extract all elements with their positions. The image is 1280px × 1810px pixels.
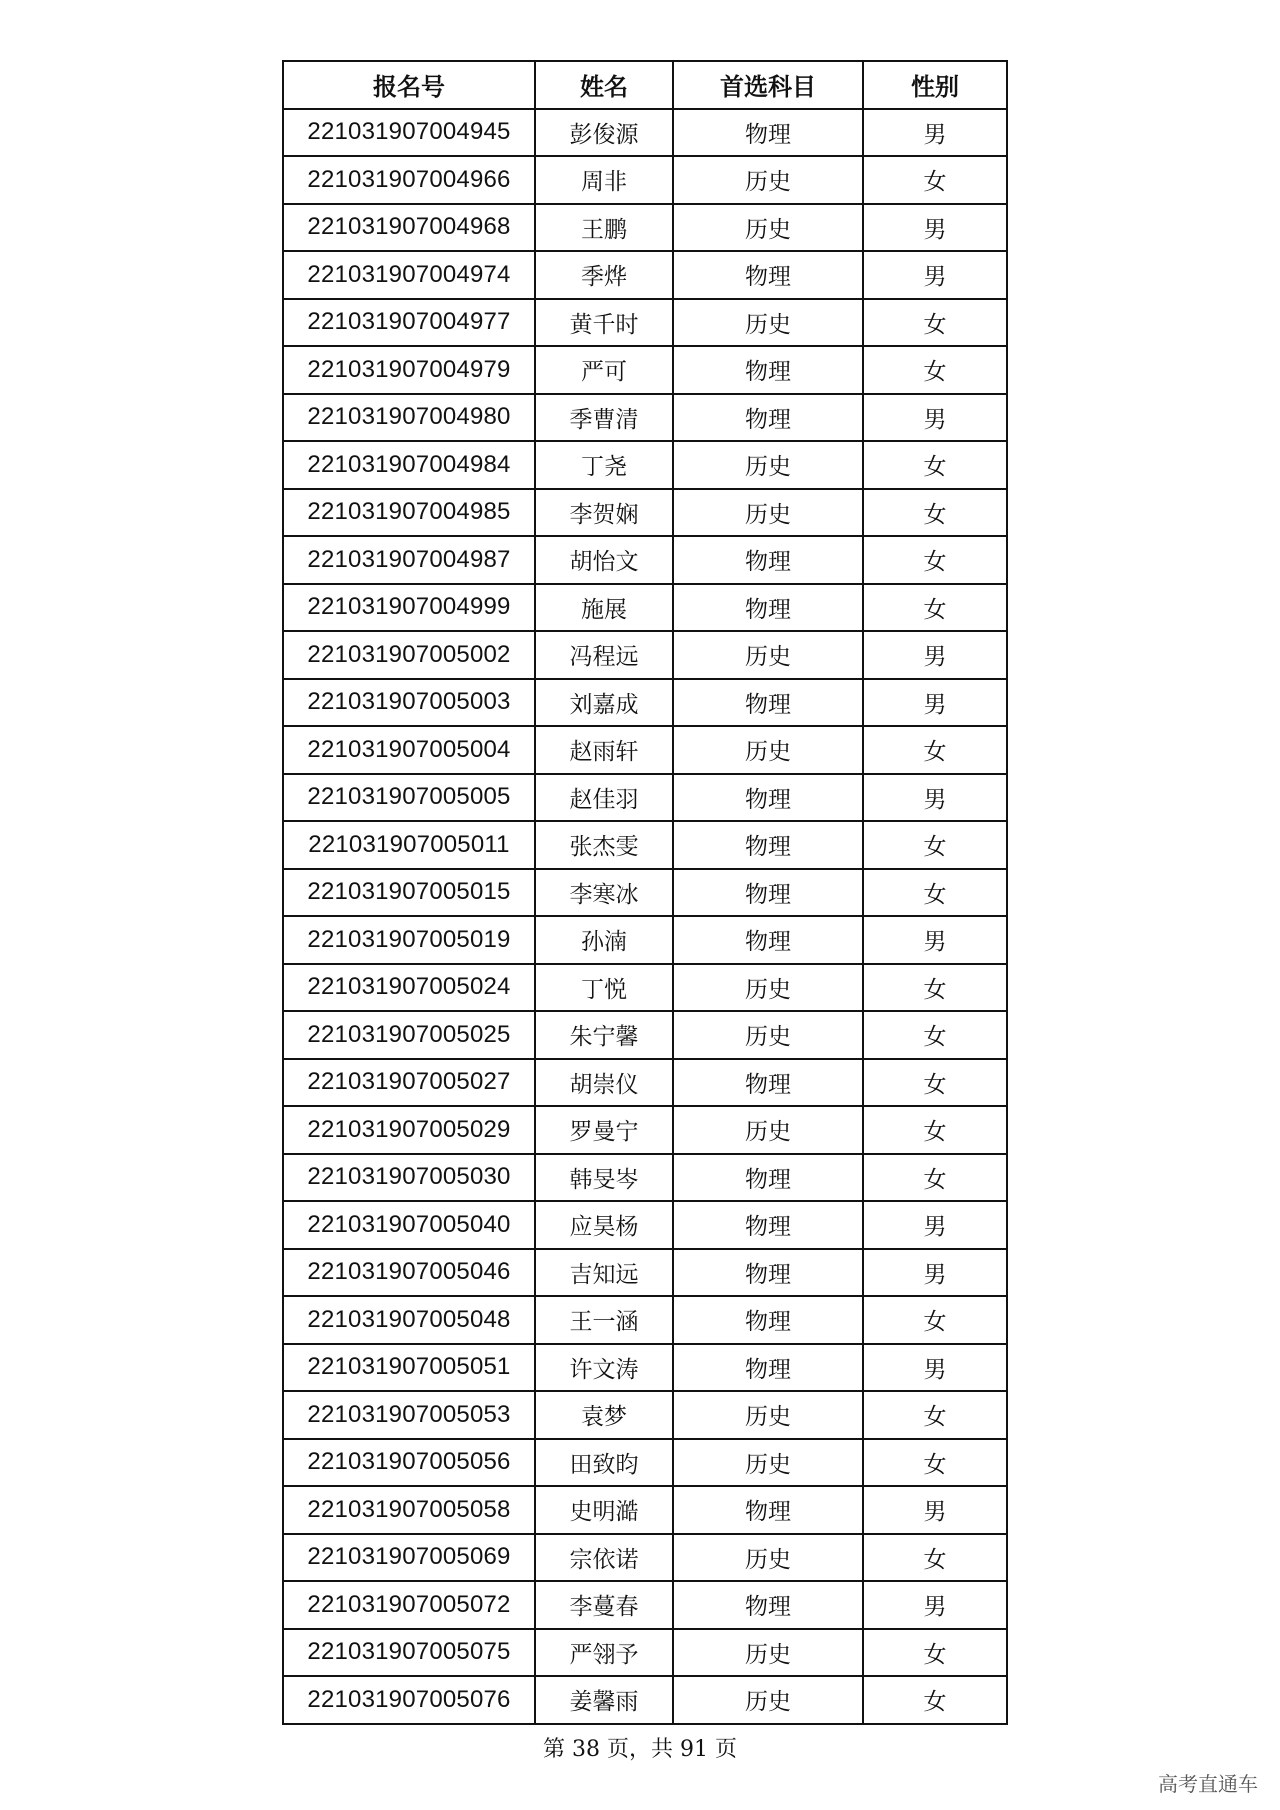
primary-subject-cell: 历史 (673, 1011, 863, 1059)
name-cell: 施展 (535, 584, 673, 632)
gender-cell: 女 (863, 1154, 1007, 1202)
name-cell: 张杰雯 (535, 821, 673, 869)
table-row (283, 821, 1007, 869)
registration-number-cell: 221031907004985 (283, 489, 535, 537)
gender-cell: 男 (863, 1581, 1007, 1629)
registration-number-cell: 221031907005030 (283, 1154, 535, 1202)
name-cell: 季烨 (535, 251, 673, 299)
name-cell: 彭俊源 (535, 109, 673, 157)
registration-number-cell: 221031907005051 (283, 1344, 535, 1392)
table-row (283, 679, 1007, 727)
table-row (283, 1344, 1007, 1392)
table-row (283, 251, 1007, 299)
name-cell: 史明澔 (535, 1486, 673, 1534)
registration-number-cell: 221031907004999 (283, 584, 535, 632)
primary-subject-cell: 历史 (673, 441, 863, 489)
table-row (283, 1249, 1007, 1297)
table-row (283, 1296, 1007, 1344)
table-row (283, 489, 1007, 537)
gender-cell: 女 (863, 1059, 1007, 1107)
registration-number-cell: 221031907005046 (283, 1249, 535, 1297)
gender-cell: 女 (863, 489, 1007, 537)
gender-cell: 女 (863, 156, 1007, 204)
primary-subject-cell: 物理 (673, 821, 863, 869)
name-cell: 袁梦 (535, 1391, 673, 1439)
gender-cell: 男 (863, 774, 1007, 822)
name-cell: 赵佳羽 (535, 774, 673, 822)
name-cell: 季曹清 (535, 394, 673, 442)
gender-cell: 女 (863, 1391, 1007, 1439)
primary-subject-cell: 物理 (673, 1154, 863, 1202)
gender-cell: 女 (863, 1011, 1007, 1059)
name-cell: 周非 (535, 156, 673, 204)
registration-number-cell: 221031907005056 (283, 1439, 535, 1487)
registration-number-cell: 221031907004980 (283, 394, 535, 442)
name-cell: 韩旻岑 (535, 1154, 673, 1202)
table-row (283, 441, 1007, 489)
primary-subject-cell: 物理 (673, 1486, 863, 1534)
name-cell: 田致昀 (535, 1439, 673, 1487)
primary-subject-cell: 物理 (673, 774, 863, 822)
registration-number-cell: 221031907004966 (283, 156, 535, 204)
primary-subject-cell: 历史 (673, 1439, 863, 1487)
name-cell: 王鹏 (535, 204, 673, 252)
registration-number-cell: 221031907004974 (283, 251, 535, 299)
header-primary-subject: 首选科目 (673, 61, 863, 109)
gender-cell: 女 (863, 1439, 1007, 1487)
name-cell: 胡怡文 (535, 536, 673, 584)
name-cell: 宗依诺 (535, 1534, 673, 1582)
name-cell: 胡崇仪 (535, 1059, 673, 1107)
primary-subject-cell: 历史 (673, 204, 863, 252)
name-cell: 严翎予 (535, 1629, 673, 1677)
gender-cell: 女 (863, 536, 1007, 584)
table-row (283, 1439, 1007, 1487)
table-row (283, 869, 1007, 917)
table-row (283, 584, 1007, 632)
primary-subject-cell: 物理 (673, 536, 863, 584)
registration-number-cell: 221031907004968 (283, 204, 535, 252)
registration-number-cell: 221031907005011 (283, 821, 535, 869)
name-cell: 李蔓春 (535, 1581, 673, 1629)
gender-cell: 女 (863, 1629, 1007, 1677)
registration-number-cell: 221031907005072 (283, 1581, 535, 1629)
gender-cell: 男 (863, 109, 1007, 157)
primary-subject-cell: 物理 (673, 679, 863, 727)
name-cell: 朱宁馨 (535, 1011, 673, 1059)
name-cell: 严可 (535, 346, 673, 394)
name-cell: 赵雨轩 (535, 726, 673, 774)
table-row (283, 631, 1007, 679)
name-cell: 孙湳 (535, 916, 673, 964)
table-row (283, 1011, 1007, 1059)
name-cell: 李寒冰 (535, 869, 673, 917)
registration-number-cell: 221031907005053 (283, 1391, 535, 1439)
registration-number-cell: 221031907005075 (283, 1629, 535, 1677)
registration-number-cell: 221031907004987 (283, 536, 535, 584)
primary-subject-cell: 历史 (673, 964, 863, 1012)
gender-cell: 男 (863, 204, 1007, 252)
gender-cell: 女 (863, 584, 1007, 632)
table-row (283, 204, 1007, 252)
name-cell: 罗曼宁 (535, 1106, 673, 1154)
table-row (283, 1106, 1007, 1154)
gender-cell: 男 (863, 679, 1007, 727)
name-cell: 冯程远 (535, 631, 673, 679)
table-row (283, 536, 1007, 584)
name-cell: 许文涛 (535, 1344, 673, 1392)
primary-subject-cell: 物理 (673, 916, 863, 964)
registration-number-cell: 221031907005069 (283, 1534, 535, 1582)
primary-subject-cell: 物理 (673, 1344, 863, 1392)
table-row (283, 1154, 1007, 1202)
gender-cell: 女 (863, 869, 1007, 917)
primary-subject-cell: 历史 (673, 1534, 863, 1582)
primary-subject-cell: 历史 (673, 1629, 863, 1677)
gender-cell: 女 (863, 299, 1007, 347)
gender-cell: 女 (863, 1106, 1007, 1154)
registration-number-cell: 221031907005004 (283, 726, 535, 774)
registration-number-cell: 221031907004977 (283, 299, 535, 347)
registration-number-cell: 221031907005019 (283, 916, 535, 964)
gender-cell: 男 (863, 251, 1007, 299)
name-cell: 姜馨雨 (535, 1676, 673, 1724)
primary-subject-cell: 物理 (673, 1249, 863, 1297)
name-cell: 王一涵 (535, 1296, 673, 1344)
primary-subject-cell: 物理 (673, 1581, 863, 1629)
table-row (283, 774, 1007, 822)
gender-cell: 男 (863, 631, 1007, 679)
registration-number-cell: 221031907005029 (283, 1106, 535, 1154)
registration-number-cell: 221031907005040 (283, 1201, 535, 1249)
primary-subject-cell: 历史 (673, 726, 863, 774)
primary-subject-cell: 历史 (673, 1391, 863, 1439)
gender-cell: 男 (863, 1249, 1007, 1297)
primary-subject-cell: 物理 (673, 1059, 863, 1107)
table-row (283, 1534, 1007, 1582)
primary-subject-cell: 历史 (673, 299, 863, 347)
name-cell: 丁尧 (535, 441, 673, 489)
gender-cell: 男 (863, 1486, 1007, 1534)
name-cell: 应昊杨 (535, 1201, 673, 1249)
primary-subject-cell: 物理 (673, 869, 863, 917)
gender-cell: 男 (863, 916, 1007, 964)
primary-subject-cell: 历史 (673, 489, 863, 537)
primary-subject-cell: 历史 (673, 1676, 863, 1724)
primary-subject-cell: 物理 (673, 109, 863, 157)
gender-cell: 女 (863, 964, 1007, 1012)
gender-cell: 女 (863, 441, 1007, 489)
gender-cell: 女 (863, 726, 1007, 774)
primary-subject-cell: 历史 (673, 156, 863, 204)
primary-subject-cell: 物理 (673, 346, 863, 394)
table-row (283, 1676, 1007, 1724)
table-header-row (283, 61, 1007, 109)
gender-cell: 女 (863, 1676, 1007, 1724)
primary-subject-cell: 物理 (673, 584, 863, 632)
header-registration-number: 报名号 (283, 61, 535, 109)
table-row (283, 394, 1007, 442)
table-row (283, 1581, 1007, 1629)
gender-cell: 女 (863, 346, 1007, 394)
registration-number-cell: 221031907004945 (283, 109, 535, 157)
student-list-table (282, 60, 1008, 1725)
table-row (283, 299, 1007, 347)
registration-number-cell: 221031907005058 (283, 1486, 535, 1534)
registration-number-cell: 221031907005025 (283, 1011, 535, 1059)
name-cell: 李贺娴 (535, 489, 673, 537)
header-name: 姓名 (535, 61, 673, 109)
gender-cell: 女 (863, 821, 1007, 869)
registration-number-cell: 221031907005002 (283, 631, 535, 679)
registration-number-cell: 221031907005015 (283, 869, 535, 917)
table-row (283, 1391, 1007, 1439)
registration-number-cell: 221031907004979 (283, 346, 535, 394)
name-cell: 吉知远 (535, 1249, 673, 1297)
gender-cell: 女 (863, 1534, 1007, 1582)
table-row (283, 109, 1007, 157)
table-row (283, 726, 1007, 774)
primary-subject-cell: 历史 (673, 1106, 863, 1154)
name-cell: 黄千时 (535, 299, 673, 347)
table-row (283, 1486, 1007, 1534)
table-row (283, 1629, 1007, 1677)
primary-subject-cell: 物理 (673, 1201, 863, 1249)
registration-number-cell: 221031907005005 (283, 774, 535, 822)
registration-number-cell: 221031907005003 (283, 679, 535, 727)
watermark: 高考直通车 (1158, 1772, 1258, 1796)
registration-number-cell: 221031907005048 (283, 1296, 535, 1344)
primary-subject-cell: 物理 (673, 251, 863, 299)
gender-cell: 男 (863, 394, 1007, 442)
table-row (283, 916, 1007, 964)
table-row (283, 156, 1007, 204)
primary-subject-cell: 物理 (673, 1296, 863, 1344)
gender-cell: 女 (863, 1296, 1007, 1344)
name-cell: 丁悦 (535, 964, 673, 1012)
registration-number-cell: 221031907004984 (283, 441, 535, 489)
primary-subject-cell: 物理 (673, 394, 863, 442)
table-row (283, 964, 1007, 1012)
registration-number-cell: 221031907005076 (283, 1676, 535, 1724)
gender-cell: 男 (863, 1344, 1007, 1392)
gender-cell: 男 (863, 1201, 1007, 1249)
primary-subject-cell: 历史 (673, 631, 863, 679)
name-cell: 刘嘉成 (535, 679, 673, 727)
table-row (283, 1059, 1007, 1107)
registration-number-cell: 221031907005027 (283, 1059, 535, 1107)
table-row (283, 1201, 1007, 1249)
page-number: 第 38 页，共 91 页 (543, 1737, 737, 1762)
registration-number-cell: 221031907005024 (283, 964, 535, 1012)
table-row (283, 346, 1007, 394)
header-gender: 性别 (863, 61, 1007, 109)
